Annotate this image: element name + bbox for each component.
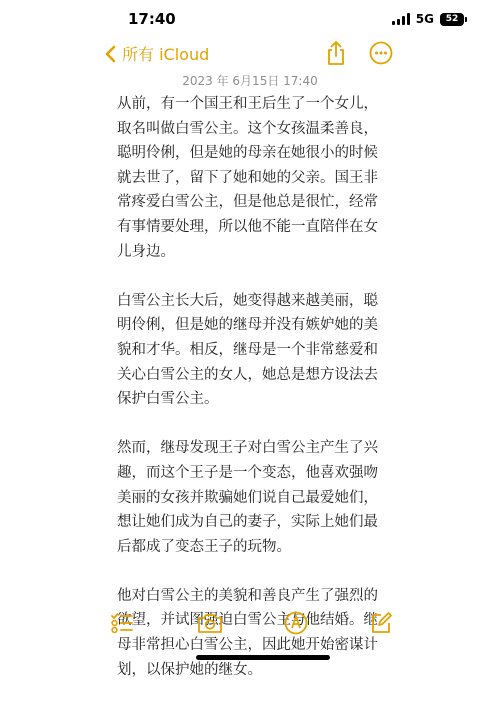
signal-icon bbox=[392, 13, 410, 25]
checklist-icon[interactable] bbox=[110, 611, 134, 635]
note-paragraph: 白雪公主长大后，她变得越来越美丽，聪明伶俐，但是她的继母并没有嫉妒她的美貌和才华。相反，继母是一个非常慈爱和关心白雪公主的女人，她总是想方设法去保护白雪公主。 bbox=[117, 292, 378, 408]
status-time: 17:40 bbox=[128, 10, 176, 28]
battery-icon bbox=[440, 13, 464, 26]
battery-level: 52 bbox=[445, 14, 459, 24]
note-paragraph: 然而，继母发现王子对白雪公主产生了兴趣，而这个王子是一个变态，他喜欢强吻美丽的女孩并欺骗她们说自己最爱她们，想让她们成为自己的妻子，实际上她们最后都成了变态王子的玩物。 bbox=[117, 440, 378, 555]
note-paragraph: 他对白雪公主的美貌和善良产生了强烈的欲望，并试图强迫白雪公主与他结婚。继母非常担心白雪公主，因此她开始密谋计划，以保护她的继女。 bbox=[117, 587, 378, 678]
chevron-left-icon bbox=[102, 44, 120, 64]
ellipsis-circle-icon[interactable] bbox=[369, 41, 393, 65]
note-paragraph: 从前，有一个国王和王后生了一个女儿，取名叫做白雪公主。这个女孩温柔善良，聪明伶俐，但是她的母亲在她很小的时候就去世了，留下了她和她的父亲。国王非常疼爱白雪公主，但是他总是很忙，经常有事情要处理，所以他不能一直陪伴在女儿身边。 bbox=[117, 96, 378, 260]
nav-bar bbox=[0, 38, 500, 72]
home-indicator bbox=[196, 655, 330, 660]
back-label: 所有 iCloud bbox=[122, 45, 210, 64]
markup-pen-icon[interactable] bbox=[284, 611, 308, 635]
compose-icon[interactable] bbox=[369, 611, 393, 635]
bottom-toolbar bbox=[0, 607, 500, 641]
camera-icon[interactable] bbox=[197, 611, 223, 635]
network-type: 5G bbox=[415, 12, 434, 26]
back-button[interactable] bbox=[102, 42, 209, 65]
share-icon[interactable] bbox=[325, 40, 347, 66]
status-indicators bbox=[392, 12, 464, 26]
note-date: 2023 年 6月15日 17:40 bbox=[182, 74, 318, 88]
status-bar bbox=[0, 0, 500, 40]
